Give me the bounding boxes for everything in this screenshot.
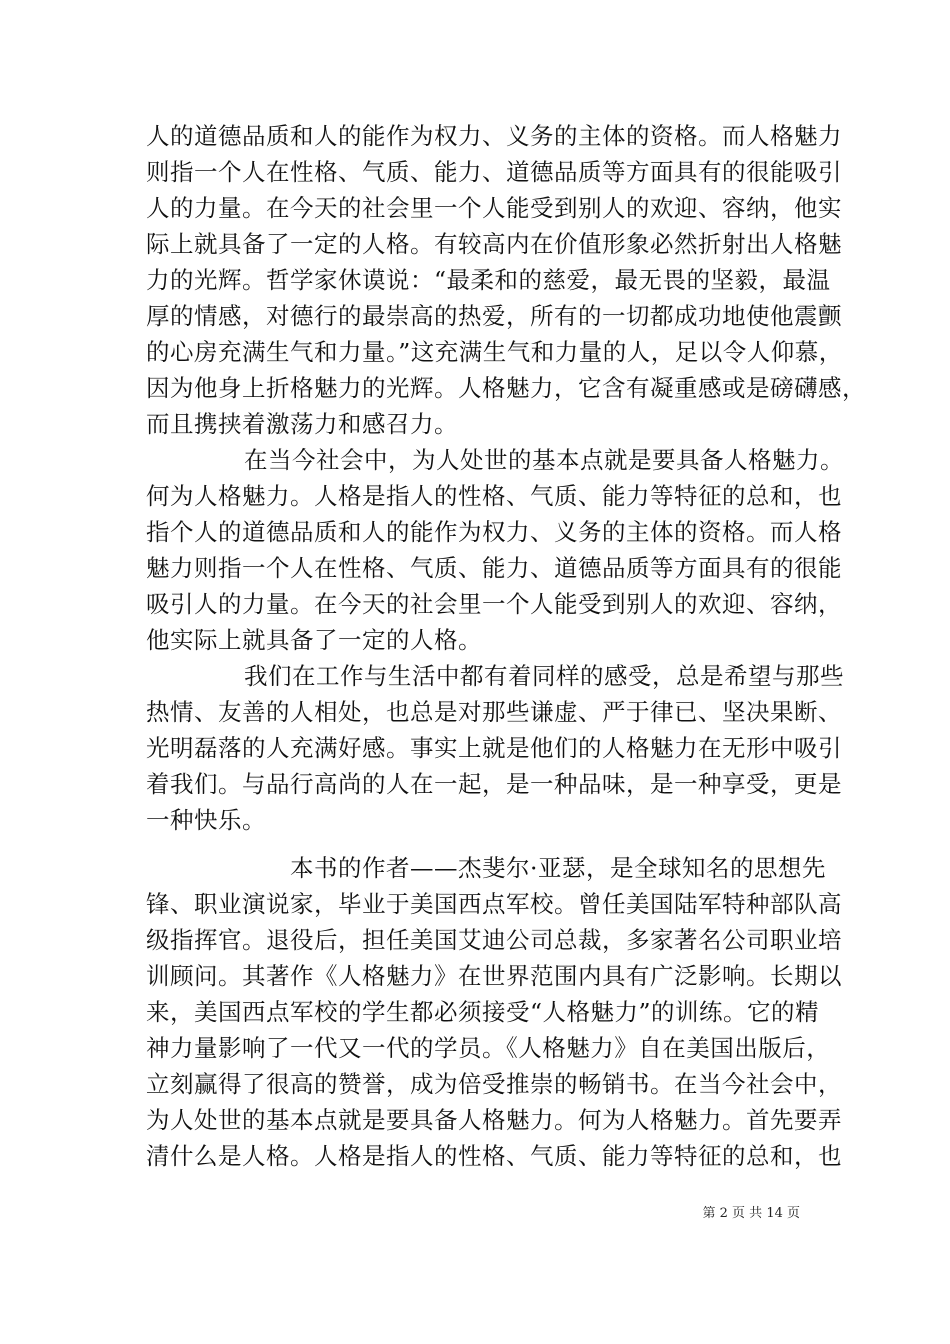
page-number-footer: 第 2 页 共 14 页 xyxy=(702,1206,800,1221)
text-line: 力的光辉。哲学家休谟说：“最柔和的慈爱，最无畏的坚毅，最温 xyxy=(146,266,831,294)
text-line: 锋、职业演说家，毕业于美国西点军校。曾任美国陆军特种部队高 xyxy=(146,890,842,918)
text-line: 厚的情感，对德行的最崇高的热爱，所有的一切都成功地使他震颤 xyxy=(146,302,842,330)
text-line: 为人处世的基本点就是要具备人格魅力。何为人格魅力。首先要弄 xyxy=(146,1106,842,1134)
text-line: 人的力量。在今天的社会里一个人能受到别人的欢迎、容纳，他实 xyxy=(146,194,842,222)
text-line: 指个人的道德品质和人的能作为权力、义务的主体的资格。而人格 xyxy=(146,518,842,546)
text-line: 光明磊落的人充满好感。事实上就是他们的人格魅力在无形中吸引 xyxy=(146,734,842,762)
text-line: 则指一个人在性格、气质、能力、道德品质等方面具有的很能吸引 xyxy=(146,158,842,186)
text-line: 我们在工作与生活中都有着同样的感受，总是希望与那些 xyxy=(244,662,844,690)
text-line: 吸引人的力量。在今天的社会里一个人能受到别人的欢迎、容纳， xyxy=(146,590,842,618)
text-line: 魅力则指一个人在性格、气质、能力、道德品质等方面具有的很能 xyxy=(146,554,842,582)
text-line: 训顾问。其著作《人格魅力》在世界范围内具有广泛影响。长期以 xyxy=(146,962,842,990)
text-line: 何为人格魅力。人格是指人的性格、气质、能力等特征的总和，也 xyxy=(146,482,842,510)
text-line: 的心房充满生气和力量。”这充满生气和力量的人，足以令人仰慕， xyxy=(146,338,843,366)
text-line: 因为他身上折格魅力的光辉。人格魅力，它含有凝重感或是磅礴感， xyxy=(146,374,866,402)
text-line: 他实际上就具备了一定的人格。 xyxy=(146,626,482,654)
text-line: 本书的作者——杰斐尔·亚瑟，是全球知名的思想先 xyxy=(290,854,826,882)
text-line: 来，美国西点军校的学生都必须接受“人格魅力”的训练。它的精 xyxy=(146,998,820,1026)
text-line: 级指挥官。退役后，担任美国艾迪公司总裁，多家著名公司职业培 xyxy=(146,926,842,954)
text-line: 而且携挟着激荡力和感召力。 xyxy=(146,410,458,438)
text-line: 清什么是人格。人格是指人的性格、气质、能力等特征的总和，也 xyxy=(146,1142,842,1170)
text-line: 际上就具备了一定的人格。有较高内在价值形象必然折射出人格魅 xyxy=(146,230,842,258)
text-line: 热情、友善的人相处，也总是对那些谦虚、严于律已、坚决果断、 xyxy=(146,698,842,726)
text-line: 神力量影响了一代又一代的学员。《人格魅力》自在美国出版后， xyxy=(146,1034,831,1062)
text-line: 在当今社会中，为人处世的基本点就是要具备人格魅力。 xyxy=(244,446,844,474)
text-line: 一种快乐。 xyxy=(146,806,266,834)
text-line: 人的道德品质和人的能作为权力、义务的主体的资格。而人格魅力 xyxy=(146,122,842,150)
text-line: 着我们。与品行高尚的人在一起，是一种品味，是一种享受，更是 xyxy=(146,770,842,798)
text-line: 立刻赢得了很高的赞誉，成为倍受推崇的畅销书。在当今社会中， xyxy=(146,1070,842,1098)
